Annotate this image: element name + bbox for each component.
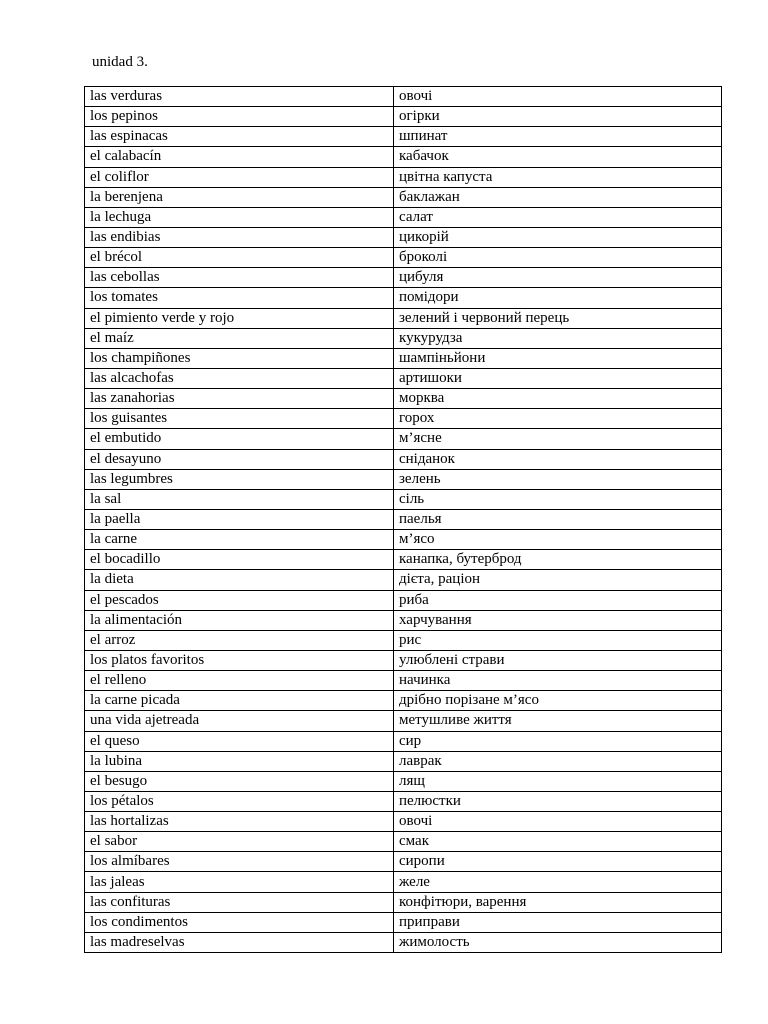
ukrainian-translation-cell: баклажан — [394, 187, 722, 207]
ukrainian-translation-cell: метушливе життя — [394, 711, 722, 731]
ukrainian-translation-cell: пелюстки — [394, 791, 722, 811]
ukrainian-translation-cell: сніданок — [394, 449, 722, 469]
spanish-term-cell: las confituras — [85, 892, 394, 912]
table-row — [85, 167, 722, 187]
spanish-term-cell: las zanahorias — [85, 389, 394, 409]
table-row — [85, 248, 722, 268]
ukrainian-translation-cell: лаврак — [394, 751, 722, 771]
spanish-term-cell: las verduras — [85, 87, 394, 107]
table-row — [85, 107, 722, 127]
spanish-term-cell: el desayuno — [85, 449, 394, 469]
table-row — [85, 409, 722, 429]
spanish-term-cell: las legumbres — [85, 469, 394, 489]
ukrainian-translation-cell: конфітюри, варення — [394, 892, 722, 912]
table-row — [85, 227, 722, 247]
table-row — [85, 812, 722, 832]
spanish-term-cell: el coliflor — [85, 167, 394, 187]
table-row — [85, 187, 722, 207]
spanish-term-cell: las hortalizas — [85, 812, 394, 832]
ukrainian-translation-cell: шампіньйони — [394, 348, 722, 368]
ukrainian-translation-cell: шпинат — [394, 127, 722, 147]
ukrainian-translation-cell: рис — [394, 630, 722, 650]
ukrainian-translation-cell: дрібно порізане м’ясо — [394, 691, 722, 711]
table-row — [85, 671, 722, 691]
ukrainian-translation-cell: овочі — [394, 87, 722, 107]
ukrainian-translation-cell: артишоки — [394, 368, 722, 388]
ukrainian-translation-cell: сіль — [394, 489, 722, 509]
table-row — [85, 449, 722, 469]
spanish-term-cell: la berenjena — [85, 187, 394, 207]
table-row — [85, 650, 722, 670]
spanish-term-cell: el queso — [85, 731, 394, 751]
table-row — [85, 751, 722, 771]
spanish-term-cell: una vida ajetreada — [85, 711, 394, 731]
spanish-term-cell: el besugo — [85, 771, 394, 791]
ukrainian-translation-cell: харчування — [394, 610, 722, 630]
table-row — [85, 268, 722, 288]
table-row — [85, 509, 722, 529]
ukrainian-translation-cell: кукурудза — [394, 328, 722, 348]
spanish-term-cell: los platos favoritos — [85, 650, 394, 670]
table-row — [85, 570, 722, 590]
spanish-term-cell: las alcachofas — [85, 368, 394, 388]
table-row — [85, 731, 722, 751]
page-title: unidad 3. — [92, 54, 148, 70]
ukrainian-translation-cell: цибуля — [394, 268, 722, 288]
ukrainian-translation-cell: кабачок — [394, 147, 722, 167]
table-row — [85, 489, 722, 509]
ukrainian-translation-cell: м’ясо — [394, 530, 722, 550]
spanish-term-cell: los pepinos — [85, 107, 394, 127]
spanish-term-cell: las madreselvas — [85, 932, 394, 952]
spanish-term-cell: el bocadillo — [85, 550, 394, 570]
ukrainian-translation-cell: овочі — [394, 812, 722, 832]
ukrainian-translation-cell: дієта, раціон — [394, 570, 722, 590]
table-row — [85, 530, 722, 550]
ukrainian-translation-cell: начинка — [394, 671, 722, 691]
ukrainian-translation-cell: цвітна капуста — [394, 167, 722, 187]
spanish-term-cell: los almíbares — [85, 852, 394, 872]
ukrainian-translation-cell: салат — [394, 207, 722, 227]
table-row — [85, 630, 722, 650]
ukrainian-translation-cell: морква — [394, 389, 722, 409]
ukrainian-translation-cell: лящ — [394, 771, 722, 791]
spanish-term-cell: el brécol — [85, 248, 394, 268]
table-row — [85, 328, 722, 348]
spanish-term-cell: las cebollas — [85, 268, 394, 288]
spanish-term-cell: el maíz — [85, 328, 394, 348]
ukrainian-translation-cell: желе — [394, 872, 722, 892]
vocabulary-table — [84, 86, 722, 953]
ukrainian-translation-cell: приправи — [394, 912, 722, 932]
spanish-term-cell: los champiñones — [85, 348, 394, 368]
spanish-term-cell: el embutido — [85, 429, 394, 449]
table-row — [85, 610, 722, 630]
table-row — [85, 288, 722, 308]
spanish-term-cell: la paella — [85, 509, 394, 529]
ukrainian-translation-cell: смак — [394, 832, 722, 852]
table-row — [85, 207, 722, 227]
spanish-term-cell: el arroz — [85, 630, 394, 650]
table-row — [85, 87, 722, 107]
ukrainian-translation-cell: улюблені страви — [394, 650, 722, 670]
spanish-term-cell: los tomates — [85, 288, 394, 308]
spanish-term-cell: el relleno — [85, 671, 394, 691]
table-row — [85, 147, 722, 167]
ukrainian-translation-cell: помідори — [394, 288, 722, 308]
ukrainian-translation-cell: м’ясне — [394, 429, 722, 449]
ukrainian-translation-cell: горох — [394, 409, 722, 429]
table-row — [85, 832, 722, 852]
ukrainian-translation-cell: зелений і червоний перець — [394, 308, 722, 328]
spanish-term-cell: las endibias — [85, 227, 394, 247]
table-row — [85, 308, 722, 328]
table-row — [85, 872, 722, 892]
spanish-term-cell: el calabacín — [85, 147, 394, 167]
ukrainian-translation-cell: риба — [394, 590, 722, 610]
table-row — [85, 127, 722, 147]
spanish-term-cell: los condimentos — [85, 912, 394, 932]
ukrainian-translation-cell: огірки — [394, 107, 722, 127]
ukrainian-translation-cell: паелья — [394, 509, 722, 529]
spanish-term-cell: la carne picada — [85, 691, 394, 711]
table-row — [85, 852, 722, 872]
table-row — [85, 550, 722, 570]
spanish-term-cell: los pétalos — [85, 791, 394, 811]
spanish-term-cell: las espinacas — [85, 127, 394, 147]
table-row — [85, 348, 722, 368]
spanish-term-cell: la sal — [85, 489, 394, 509]
ukrainian-translation-cell: сиропи — [394, 852, 722, 872]
vocabulary-table-body — [85, 87, 722, 953]
spanish-term-cell: la lubina — [85, 751, 394, 771]
table-row — [85, 791, 722, 811]
ukrainian-translation-cell: цикорій — [394, 227, 722, 247]
spanish-term-cell: la dieta — [85, 570, 394, 590]
table-row — [85, 429, 722, 449]
table-row — [85, 912, 722, 932]
table-row — [85, 711, 722, 731]
spanish-term-cell: la carne — [85, 530, 394, 550]
table-row — [85, 932, 722, 952]
table-row — [85, 771, 722, 791]
ukrainian-translation-cell: жимолость — [394, 932, 722, 952]
table-row — [85, 691, 722, 711]
ukrainian-translation-cell: зелень — [394, 469, 722, 489]
ukrainian-translation-cell: канапка, бутерброд — [394, 550, 722, 570]
spanish-term-cell: los guisantes — [85, 409, 394, 429]
ukrainian-translation-cell: сир — [394, 731, 722, 751]
spanish-term-cell: las jaleas — [85, 872, 394, 892]
table-row — [85, 368, 722, 388]
table-row — [85, 389, 722, 409]
table-row — [85, 469, 722, 489]
spanish-term-cell: el pescados — [85, 590, 394, 610]
table-row — [85, 590, 722, 610]
spanish-term-cell: el sabor — [85, 832, 394, 852]
spanish-term-cell: el pimiento verde y rojo — [85, 308, 394, 328]
spanish-term-cell: la lechuga — [85, 207, 394, 227]
ukrainian-translation-cell: броколі — [394, 248, 722, 268]
table-row — [85, 892, 722, 912]
spanish-term-cell: la alimentación — [85, 610, 394, 630]
